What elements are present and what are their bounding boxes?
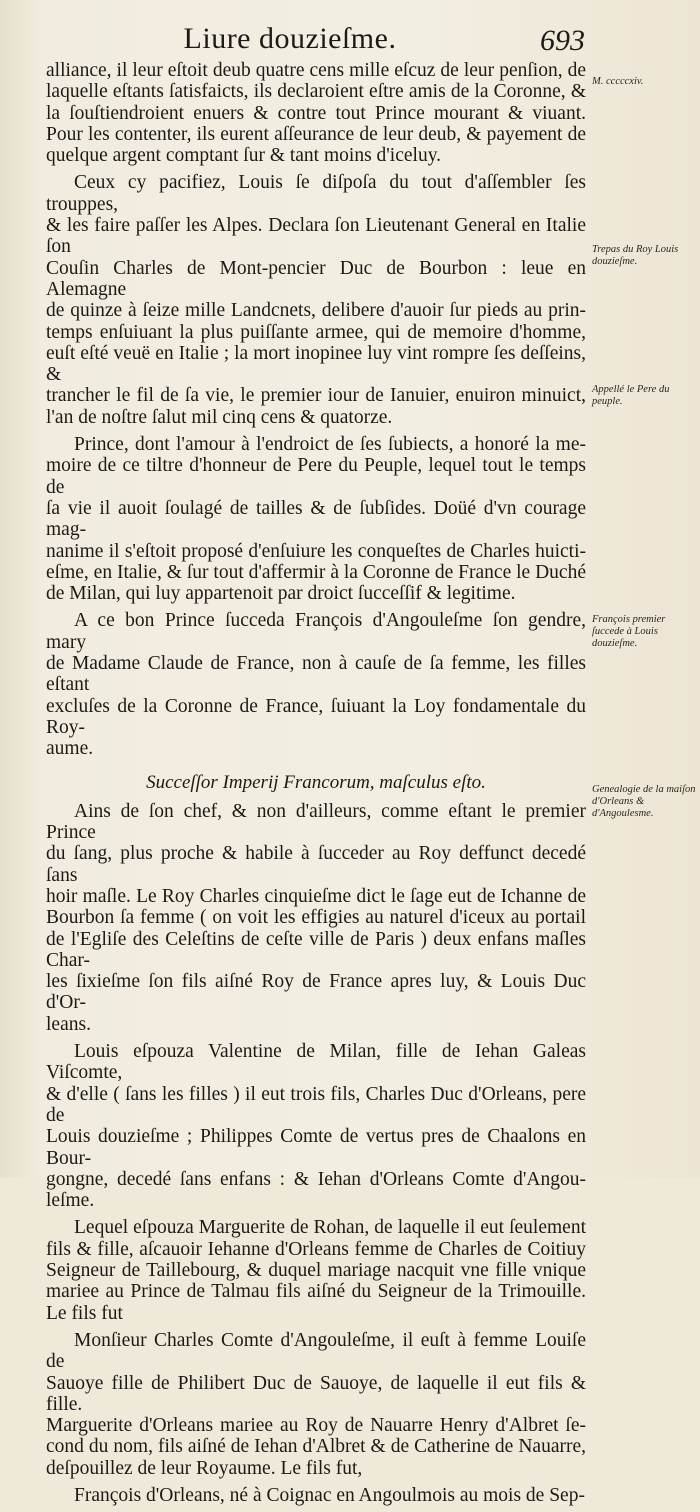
paragraph bbox=[46, 610, 586, 759]
text-line: trancher le fil de ſa vie, le premier iour de Ianuier, enuiron minuict, bbox=[46, 385, 586, 407]
text-line: Ceux cy pacifiez, Louis ſe diſpoſa du tout d'aſſembler ſes trouppes, bbox=[46, 172, 586, 215]
text-line: Bourbon ſa femme ( on voit les effigies au naturel d'iceux au portail bbox=[46, 907, 586, 929]
paragraph bbox=[46, 801, 586, 1035]
text-line: Louis eſpouza Valentine de Milan, fille de Iehan Galeas Viſcomte, bbox=[46, 1041, 586, 1084]
text-line: deſpouillez de leur Royaume. Le fils fut, bbox=[46, 1457, 363, 1479]
text-line: Le fils fut bbox=[46, 1302, 123, 1324]
paragraph bbox=[46, 1217, 586, 1323]
text-line: Sauoye fille de Philibert Duc de Sauoye, de laquelle il eut fils & fille. bbox=[46, 1372, 586, 1415]
text-line: aume. bbox=[46, 738, 94, 760]
text-line: Couſin Charles de Mont-pencier Duc de Bourbon : leue en Alemagne bbox=[46, 257, 586, 300]
text-line: de Madame Claude de France, non à cauſe de ſa femme, les filles eſtant bbox=[46, 653, 586, 696]
text-line: fils & fille, aſcauoir Iehanne d'Orleans femme de Charles de Coitiuy bbox=[46, 1238, 586, 1260]
text-line: Prince, dont l'amour à l'endroict de ſes ſubiects, a honoré la me- bbox=[74, 434, 586, 456]
margin-note: Appellé le Pere du peuple. bbox=[592, 384, 670, 407]
text-line: Pour les contenter, ils eurent aſſeurance de leur deub, & payement de bbox=[46, 123, 586, 145]
paragraph bbox=[46, 60, 586, 166]
text-line: ſa vie il auoit ſoulagé de tailles & de ſubſides. Doüé d'vn courage mag- bbox=[46, 497, 586, 541]
motto: Succeſſor Imperij Francorum, maſculus eſto. bbox=[146, 771, 486, 793]
paragraph bbox=[46, 1330, 586, 1479]
text-line: leans. bbox=[46, 1013, 91, 1035]
text-line: eſme, en Italie, & ſur tout d'affermir à la Coronne de France le Duché bbox=[46, 561, 586, 583]
text-line: Ains de ſon chef, & non d'ailleurs, comme eſtant le premier Prince bbox=[46, 800, 586, 844]
text-line: euſt eſté veuë en Italie ; la mort inopinee luy vint rompre ſes deſſeins, & bbox=[46, 342, 586, 386]
text-line: hoir maſle. Le Roy Charles cinquieſme dict le ſage eut de Ichanne de bbox=[46, 885, 586, 907]
text-line: & d'elle ( ſans les filles ) il eut trois fils, Charles Duc d'Orleans, pere de bbox=[46, 1083, 586, 1126]
paragraph bbox=[46, 1041, 586, 1211]
text-line: de Milan, qui luy appartenoit par droict ſucceſſif & legitime. bbox=[46, 583, 516, 605]
text-line: mariee au Prince de Talmau fils aiſné du Seigneur de la Trimouille. bbox=[46, 1281, 586, 1303]
text-line: les ſixieſme ſon fils aiſné Roy de France apres luy, & Louis Duc d'Or- bbox=[46, 971, 586, 1014]
text-line: alliance, il leur eſtoit deub quatre cens mille eſcuz de leur penſion, de bbox=[46, 60, 586, 81]
running-head: Liure douzieſme. bbox=[183, 22, 397, 55]
margin-note: Trepas du Roy Louis douzieſme. bbox=[592, 244, 679, 267]
paragraph bbox=[46, 1485, 586, 1506]
text-line: quelque argent comptant ſur & tant moins d'iceluy. bbox=[46, 145, 442, 167]
paragraph bbox=[46, 172, 586, 428]
text-line: Seigneur de Taillebourg, & duquel mariage nacquit vne fille vnique bbox=[46, 1260, 586, 1282]
text-line: & les faire paſſer les Alpes. Declara ſon Lieutenant General en Italie ſon bbox=[46, 215, 586, 258]
text-line: Marguerite d'Orleans mariee au Roy de Nauarre Henry d'Albret ſe- bbox=[46, 1415, 586, 1437]
text-line: leſme. bbox=[46, 1190, 95, 1212]
text-line: nanime il s'eſtoit proposé d'enſuiure les conqueſtes de Charles huicti- bbox=[46, 540, 586, 562]
text-line: excluſes de la Coronne de France, ſuiuant la Loy fondamentale du Roy- bbox=[46, 695, 586, 738]
text-line: gongne, decedé ſans enfans : & Iehan d'Orleans Comte d'Angou- bbox=[46, 1168, 586, 1190]
text-line: de l'Egliſe des Celeſtins de ceſte ville de Paris ) deux enfans maſles Char- bbox=[46, 928, 586, 971]
text-line: A ce bon Prince ſucceda François d'Angouleſme ſon gendre, mary bbox=[46, 610, 586, 653]
text-line: moire de ce tiltre d'honneur de Pere du Peuple, lequel tout le temps de bbox=[46, 455, 586, 498]
paragraph bbox=[46, 434, 586, 604]
text-section-1 bbox=[46, 60, 586, 760]
text-line: Louis douzieſme ; Philippes Comte de vertus pres de Chaalons en Bour- bbox=[46, 1126, 586, 1169]
text-line: Lequel eſpouza Marguerite de Rohan, de laquelle il eut ſeulement bbox=[74, 1217, 586, 1239]
page-number: 693 bbox=[540, 24, 585, 57]
margin-note: M. cccccxiv. bbox=[592, 76, 644, 87]
main-text bbox=[46, 60, 586, 1512]
text-line: l'an de noſtre ſalut mil cinq cens & quatorze. bbox=[46, 406, 393, 428]
text-line: de quinze à ſeize mille Landcnets, delibere d'auoir ſur pieds au prin- bbox=[46, 300, 586, 322]
text-line: la ſouſtiendroient enuers & contre tout Prince mourant & viuant. bbox=[46, 102, 586, 124]
text-section-2 bbox=[46, 801, 586, 1507]
text-line: laquelle eſtants ſatisfaicts, ils declaroient eſtre amis de la Coronne, & bbox=[46, 81, 586, 103]
text-line: du ſang, plus proche & habile à ſucceder au Roy deffunct decedé ſans bbox=[46, 843, 586, 886]
margin-note: François premier ſuccede à Louis douzieſme. bbox=[592, 614, 666, 649]
text-line: Monſieur Charles Comte d'Angouleſme, il euſt à femme Louiſe de bbox=[46, 1329, 586, 1373]
text-line: temps enſuiuant la plus puiſſante armee, qui de memoire d'homme, bbox=[46, 321, 586, 343]
text-line: François d'Orleans, né à Coignac en Angoulmois au mois de Sep- bbox=[74, 1485, 585, 1506]
text-line: cond du nom, fils aiſné de Iehan d'Albret & de Catherine de Nauarre, bbox=[46, 1436, 586, 1458]
margin-note: Genealogie de la maiſon d'Orleans & d'Angoulesme. bbox=[592, 784, 696, 819]
